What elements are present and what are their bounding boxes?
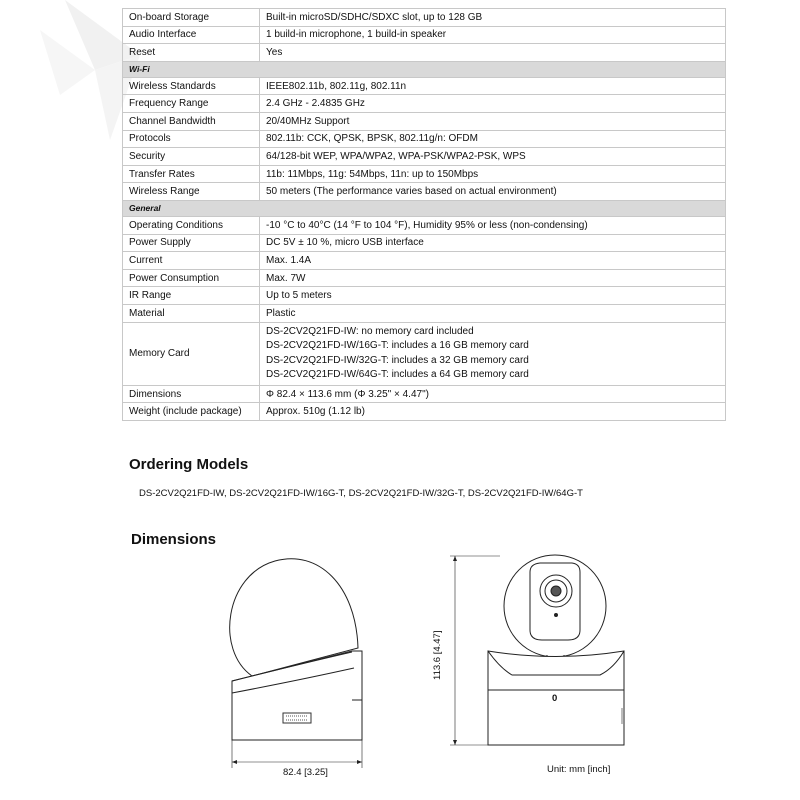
spec-label: Wireless Standards [123, 77, 260, 95]
spec-value: 802.11b: CCK, QPSK, BPSK, 802.11g/n: OFDM [260, 130, 726, 148]
spec-label: Protocols [123, 130, 260, 148]
spec-value: DC 5V ± 10 %, micro USB interface [260, 234, 726, 252]
section-title: General [123, 200, 726, 216]
spec-value: Approx. 510g (1.12 lb) [260, 403, 726, 421]
spec-label: Frequency Range [123, 95, 260, 113]
spec-value: Φ 82.4 × 113.6 mm (Φ 3.25" × 4.47") [260, 385, 726, 403]
width-dimension-label: 82.4 [3.25] [283, 767, 328, 778]
spec-value: Max. 1.4A [260, 252, 726, 270]
spec-value: Up to 5 meters [260, 287, 726, 305]
spec-label: Dimensions [123, 385, 260, 403]
spec-label: Operating Conditions [123, 216, 260, 234]
spec-value-line: DS-2CV2Q21FD-IW/16G-T: includes a 16 GB memory card [266, 340, 529, 352]
spec-value: Yes [260, 44, 726, 62]
spec-label: Weight (include package) [123, 403, 260, 421]
front-mark-label: 0 [552, 693, 558, 704]
spec-label: Power Supply [123, 234, 260, 252]
spec-label: On-board Storage [123, 9, 260, 27]
spec-label: Memory Card [123, 322, 260, 385]
spec-value-line: DS-2CV2Q21FD-IW/32G-T: includes a 32 GB memory card [266, 354, 529, 366]
spec-label: Security [123, 148, 260, 166]
spec-value-line: DS-2CV2Q21FD-IW: no memory card included [266, 325, 474, 337]
spec-label: Transfer Rates [123, 165, 260, 183]
spec-value: -10 °C to 40°C (14 °F to 104 °F), Humidity 95% or less (non-condensing) [260, 216, 726, 234]
spec-value: IEEE802.11b, 802.11g, 802.11n [260, 77, 726, 95]
unit-label: Unit: mm [inch] [547, 764, 611, 775]
height-dimension-label: 113.6 [4.47] [432, 630, 443, 680]
spec-value: 1 build-in microphone, 1 build-in speaker [260, 26, 726, 44]
spec-label: Current [123, 252, 260, 270]
spec-label: Power Consumption [123, 269, 260, 287]
spec-value: 64/128-bit WEP, WPA/WPA2, WPA-PSK/WPA2-PSK, WPS [260, 148, 726, 166]
spec-value: 50 meters (The performance varies based on actual environment) [260, 183, 726, 201]
spec-value: Plastic [260, 304, 726, 322]
ordering-models-list: DS-2CV2Q21FD-IW, DS-2CV2Q21FD-IW/16G-T, DS-2CV2Q21FD-IW/32G-T, DS-2CV2Q21FD-IW/64G-T [139, 488, 583, 499]
spec-label: Reset [123, 44, 260, 62]
spec-label: Wireless Range [123, 183, 260, 201]
dimensions-heading: Dimensions [131, 531, 217, 548]
spec-value: Max. 7W [260, 269, 726, 287]
spec-value-line: DS-2CV2Q21FD-IW/64G-T: includes a 64 GB memory card [266, 369, 529, 381]
spec-label: Audio Interface [123, 26, 260, 44]
side-view-drawing [230, 559, 362, 768]
front-view-drawing [450, 555, 624, 745]
spec-value: 20/40MHz Support [260, 112, 726, 130]
spec-label: Material [123, 304, 260, 322]
section-title: Wi-Fi [123, 61, 726, 77]
ordering-models-heading: Ordering Models [129, 456, 249, 473]
spec-label: IR Range [123, 287, 260, 305]
spec-value: Built-in microSD/SDHC/SDXC slot, up to 128 GB [260, 9, 726, 27]
spec-label: Channel Bandwidth [123, 112, 260, 130]
spec-value: 11b: 11Mbps, 11g: 54Mbps, 11n: up to 150Mbps [260, 165, 726, 183]
spec-value: 2.4 GHz - 2.4835 GHz [260, 95, 726, 113]
